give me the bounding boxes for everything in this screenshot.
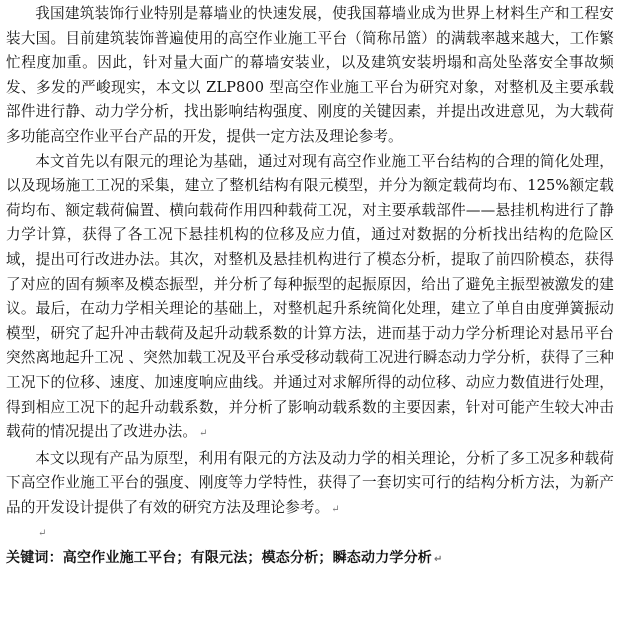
paragraph-3-text: 本文以现有产品为原型，利用有限元的方法及动力学的相关理论，分析了多工况多种载荷下高空作业施工平台的强度、刚度等力学特性，获得了一套切实可行的结构分析方法，为新产品的开发设计提供了有效的研究方法及理论参考。 [6, 449, 614, 516]
empty-line [6, 522, 614, 546]
keywords-text: 关键词：高空作业施工平台；有限元法；模态分析；瞬态动力学分析 [6, 550, 432, 567]
paragraph-mark-icon: ↵ [331, 503, 340, 515]
paragraph-mark-icon: ↵ [434, 554, 443, 566]
paragraph-mark-icon: ↵ [38, 528, 47, 540]
abstract-paragraph-3 [6, 447, 614, 523]
abstract-paragraph-1 [6, 2, 614, 150]
paragraph-2-text: 本文首先以有限元的理论为基础，通过对现有高空作业施工平台结构的合理的简化处理，以及现场施工工况的采集，建立了整机结构有限元模型，并分为额定载荷均布、125%额定载荷均布、额定载荷偏置、横向载荷作用四种载荷工况，对主要承载部件——悬挂机构进行了静力学计算，获得了各工况下悬挂机构的位移及应力值，通过对数据的分析找出结构的危险区域，提出可行改进办法。其次，对整机及悬挂机构进行了模态分析，提取了前四阶模态，获得了对应的固有频率及模态振型，并分析了每种振型的起振原因，给出了避免主振型被激发的建议。最后，在动力学相关理论的基础上，对整机起升系统简化处理，建立了单自由度弹簧振动模型，研究了起升冲击载荷及起升动载系数的计算方法，进而基于动力学分析理论对悬吊平台突然离地起升工况 、突然加载工况及平台承受移动载荷工况进行瞬态动力学分析，获得了三种工况下的位移、速度、加速度响应曲线。并通过对求解所得的动位移、动应力数值进行处理，得到相应工况下的起升动载系数，并分析了影响动载系数的主要因素，针对可能产生较大冲击载荷的情况提出了改进办法。 [6, 152, 614, 441]
paragraph-mark-icon: ↵ [199, 428, 208, 440]
paragraph-1-text: 我国建筑装饰行业特别是幕墙业的快速发展，使我国幕墙业成为世界上材料生产和工程安装大国。目前建筑装饰普遍使用的高空作业施工平台（简称吊篮）的满载率越来越大，工作繁忙程度加重。因此，针对量大面广的幕墙安装业，以及建筑安装坍塌和高处坠落安全事故频发、多发的严峻现实，本文以 ZLP800 型高空作业施工平台为研究对象，对整机及主要承载部件进行静、动力学分析，找出影响结构强度、刚度的关键因素，并提出改进意见，为大载荷多功能高空作业平台产品的开发，提供一定方法及理论参考。 [6, 5, 614, 145]
abstract-paragraph-2 [6, 150, 614, 447]
keywords-line [6, 546, 614, 572]
